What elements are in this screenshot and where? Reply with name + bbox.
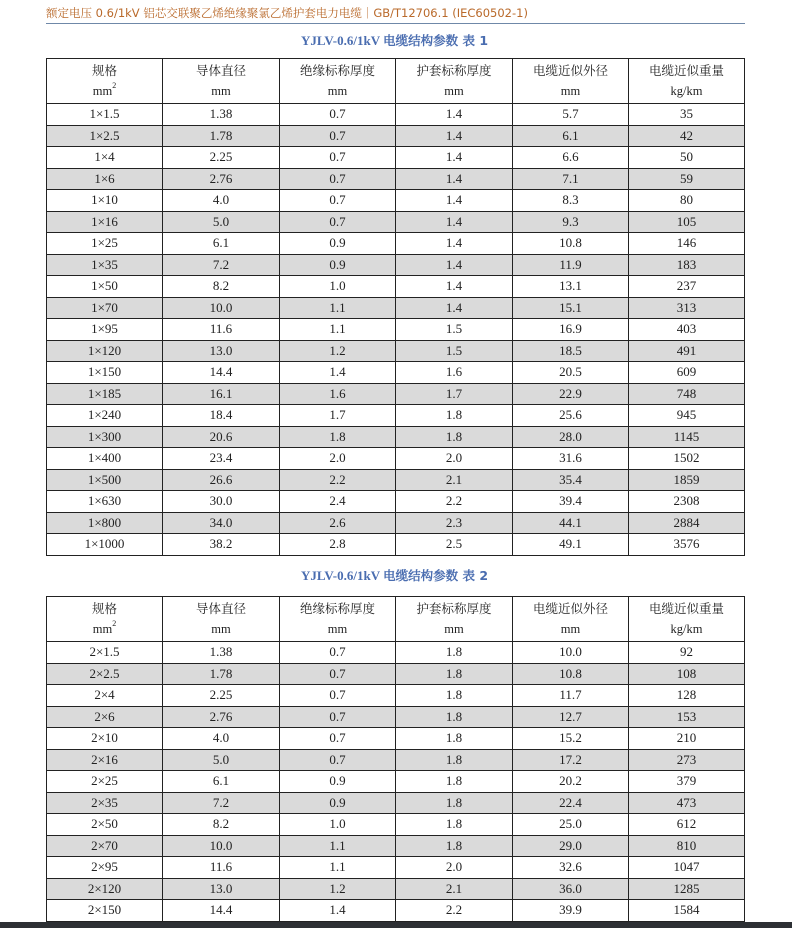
table-cell: 29.0	[513, 835, 629, 857]
table-cell: 1.38	[163, 104, 280, 126]
table-cell: 1.8	[396, 663, 513, 685]
table-cell: 1×1000	[47, 534, 163, 556]
table-cell: 7.1	[513, 168, 629, 190]
table-cell: 128	[629, 685, 745, 707]
table-cell: 146	[629, 233, 745, 255]
table-cell: 1.8	[396, 835, 513, 857]
unit-superscript: 2	[112, 81, 117, 90]
table-cell: 1×150	[47, 362, 163, 384]
table-cell: 8.2	[163, 814, 280, 836]
table-cell: 0.7	[280, 642, 396, 664]
column-header-name: 护套标称厚度	[416, 601, 492, 616]
table-cell: 1.4	[396, 190, 513, 212]
table-row	[47, 771, 745, 793]
table-cell: 92	[629, 642, 745, 664]
table-cell: 1.2	[280, 878, 396, 900]
column-header-name: 电缆近似重量	[648, 601, 724, 616]
table-cell: 10.8	[513, 233, 629, 255]
table-cell: 1.4	[396, 276, 513, 298]
table-cell: 8.3	[513, 190, 629, 212]
table-cell: 0.7	[280, 749, 396, 771]
table-cell: 20.5	[513, 362, 629, 384]
table-cell: 6.6	[513, 147, 629, 169]
table-cell: 6.1	[513, 125, 629, 147]
table-cell: 403	[629, 319, 745, 341]
table-cell: 2.2	[280, 469, 396, 491]
table-cell: 1×4	[47, 147, 163, 169]
table-cell: 0.7	[280, 104, 396, 126]
table-cell: 39.9	[513, 900, 629, 922]
table-cell: 9.3	[513, 211, 629, 233]
table-cell: 1.0	[280, 276, 396, 298]
table-cell: 28.0	[513, 426, 629, 448]
column-header	[629, 597, 745, 642]
table-cell: 1×16	[47, 211, 163, 233]
table-cell: 237	[629, 276, 745, 298]
table-row	[47, 814, 745, 836]
table-cell: 1.8	[280, 426, 396, 448]
table-cell: 1.8	[396, 685, 513, 707]
table-cell: 1.8	[396, 728, 513, 750]
table-cell: 2.2	[396, 900, 513, 922]
table-cell: 1859	[629, 469, 745, 491]
table-cell: 1.4	[396, 147, 513, 169]
column-header-name: 电缆近似外径	[532, 601, 608, 616]
table-cell: 2.6	[280, 512, 396, 534]
table-cell: 0.9	[280, 233, 396, 255]
table-cell: 1.7	[280, 405, 396, 427]
unit-text: mm	[444, 622, 464, 636]
table-cell: 11.6	[163, 857, 280, 879]
table-cell: 7.2	[163, 254, 280, 276]
table-cell: 105	[629, 211, 745, 233]
table-cell: 183	[629, 254, 745, 276]
table-cell: 0.7	[280, 685, 396, 707]
column-header-name: 导体直径	[195, 63, 246, 78]
table-cell: 44.1	[513, 512, 629, 534]
table-cell: 36.0	[513, 878, 629, 900]
table-cell: 23.4	[163, 448, 280, 470]
table-cell: 18.5	[513, 340, 629, 362]
table-cell: 1×120	[47, 340, 163, 362]
table-row	[47, 835, 745, 857]
table-cell: 49.1	[513, 534, 629, 556]
table-cell: 1.8	[396, 642, 513, 664]
table-cell: 39.4	[513, 491, 629, 513]
table-cell: 1.4	[396, 125, 513, 147]
table-cell: 4.0	[163, 728, 280, 750]
table-cell: 1.1	[280, 835, 396, 857]
table-cell: 18.4	[163, 405, 280, 427]
column-header-name: 规格	[91, 63, 117, 78]
column-header-unit	[163, 619, 279, 639]
table-cell: 2×10	[47, 728, 163, 750]
table-cell: 26.6	[163, 469, 280, 491]
table-cell: 15.2	[513, 728, 629, 750]
table-cell: 2.5	[396, 534, 513, 556]
table-row	[47, 728, 745, 750]
table-row	[47, 900, 745, 922]
unit-text: kg/km	[670, 622, 703, 636]
table-cell: 473	[629, 792, 745, 814]
table-cell: 1×500	[47, 469, 163, 491]
table-cell: 1.8	[396, 749, 513, 771]
table-cell: 1×240	[47, 405, 163, 427]
unit-text: mm	[211, 622, 231, 636]
table-cell: 0.9	[280, 771, 396, 793]
table-cell: 2.2	[396, 491, 513, 513]
table-cell: 945	[629, 405, 745, 427]
table-cell: 1.4	[396, 104, 513, 126]
table-cell: 13.0	[163, 340, 280, 362]
table-cell: 1.4	[280, 362, 396, 384]
table-cell: 10.0	[163, 297, 280, 319]
table-row	[47, 857, 745, 879]
table-cell: 1.8	[396, 792, 513, 814]
table-cell: 1×630	[47, 491, 163, 513]
table-cell: 20.2	[513, 771, 629, 793]
table-cell: 2884	[629, 512, 745, 534]
bottom-bar	[0, 922, 792, 928]
table-cell: 1×185	[47, 383, 163, 405]
table-cell: 2×25	[47, 771, 163, 793]
table-cell: 748	[629, 383, 745, 405]
table-cell: 7.2	[163, 792, 280, 814]
table-cell: 1×6	[47, 168, 163, 190]
table-cell: 8.2	[163, 276, 280, 298]
table-cell: 3576	[629, 534, 745, 556]
column-header-name: 绝缘标称厚度	[299, 63, 375, 78]
table-cell: 2.4	[280, 491, 396, 513]
unit-text: kg/km	[670, 84, 703, 98]
table-cell: 11.7	[513, 685, 629, 707]
table-cell: 0.7	[280, 728, 396, 750]
table-cell: 0.7	[280, 706, 396, 728]
table-cell: 0.9	[280, 254, 396, 276]
table-cell: 1.2	[280, 340, 396, 362]
table-body	[47, 642, 745, 923]
table-cell: 1145	[629, 426, 745, 448]
table-cell: 2.8	[280, 534, 396, 556]
table-cell: 2.76	[163, 168, 280, 190]
table-cell: 2×6	[47, 706, 163, 728]
column-header	[280, 597, 396, 642]
table-cell: 2×1.5	[47, 642, 163, 664]
table-cell: 1047	[629, 857, 745, 879]
table-cell: 1502	[629, 448, 745, 470]
unit-text: mm	[92, 622, 113, 636]
table-cell: 2308	[629, 491, 745, 513]
table-cell: 1.0	[280, 814, 396, 836]
table-cell: 491	[629, 340, 745, 362]
table-cell: 0.7	[280, 663, 396, 685]
table-cell: 1.4	[280, 900, 396, 922]
table-row	[47, 642, 745, 664]
table-cell: 0.7	[280, 168, 396, 190]
table-cell: 30.0	[163, 491, 280, 513]
table-cell: 1.5	[396, 319, 513, 341]
table-cell: 2×2.5	[47, 663, 163, 685]
table-cell: 1.4	[396, 211, 513, 233]
page-header-text: 额定电压 0.6/1kV 铝芯交联聚乙烯绝缘聚氯乙烯护套电力电缆｜GB/T12706.1 (IEC60502-1)	[46, 6, 528, 20]
table-cell: 22.4	[513, 792, 629, 814]
table-cell: 2.0	[396, 857, 513, 879]
table-row	[47, 749, 745, 771]
table-cell: 34.0	[163, 512, 280, 534]
table-2-title-cn: 电缆结构参数 表 2	[383, 568, 489, 583]
table-cell: 210	[629, 728, 745, 750]
table-cell: 11.9	[513, 254, 629, 276]
table-cell: 13.1	[513, 276, 629, 298]
table-cell: 35.4	[513, 469, 629, 491]
table-header-row	[47, 597, 745, 642]
table-cell: 38.2	[163, 534, 280, 556]
table-cell: 16.9	[513, 319, 629, 341]
column-header	[163, 597, 280, 642]
unit-superscript: 2	[112, 619, 117, 628]
table-cell: 1×70	[47, 297, 163, 319]
table-cell: 273	[629, 749, 745, 771]
table-cell: 2×95	[47, 857, 163, 879]
column-header-name: 电缆近似重量	[648, 63, 724, 78]
table-cell: 2.25	[163, 147, 280, 169]
unit-text: mm	[327, 622, 348, 636]
table-cell: 108	[629, 663, 745, 685]
column-header-unit	[513, 619, 628, 639]
table-cell: 2.0	[396, 448, 513, 470]
table-cell: 1.7	[396, 383, 513, 405]
table-row	[47, 706, 745, 728]
table-cell: 1×50	[47, 276, 163, 298]
table-cell: 4.0	[163, 190, 280, 212]
table-cell: 2×50	[47, 814, 163, 836]
unit-text: mm	[327, 84, 348, 98]
table-cell: 0.7	[280, 190, 396, 212]
table-cell: 25.0	[513, 814, 629, 836]
table-cell: 2×120	[47, 878, 163, 900]
table-cell: 5.0	[163, 749, 280, 771]
table-cell: 2×16	[47, 749, 163, 771]
table-cell: 1×25	[47, 233, 163, 255]
table-cell: 2.0	[280, 448, 396, 470]
unit-text: mm	[211, 84, 231, 98]
table-cell: 1×2.5	[47, 125, 163, 147]
table-cell: 6.1	[163, 771, 280, 793]
table-cell: 1×300	[47, 426, 163, 448]
table-cell: 1×95	[47, 319, 163, 341]
table-cell: 1.1	[280, 319, 396, 341]
table-cell: 0.7	[280, 211, 396, 233]
table-cell: 1.4	[396, 297, 513, 319]
table-cell: 1.4	[396, 168, 513, 190]
table-cell: 80	[629, 190, 745, 212]
table-cell: 0.7	[280, 147, 396, 169]
table-cell: 5.7	[513, 104, 629, 126]
table-cell: 11.6	[163, 319, 280, 341]
table-2-title	[46, 568, 743, 584]
table-cell: 20.6	[163, 426, 280, 448]
table-cell: 15.1	[513, 297, 629, 319]
table-row	[47, 792, 745, 814]
table-cell: 35	[629, 104, 745, 126]
table-cell: 1.78	[163, 663, 280, 685]
table-cell: 1.4	[396, 254, 513, 276]
table-cell: 1.1	[280, 297, 396, 319]
column-header	[513, 597, 629, 642]
table-cell: 2.76	[163, 706, 280, 728]
column-header-unit	[280, 619, 395, 639]
column-header-name: 导体直径	[195, 601, 246, 616]
unit-text: mm	[92, 84, 113, 98]
table-cell: 2×70	[47, 835, 163, 857]
table-cell: 0.7	[280, 125, 396, 147]
table-cell: 2×150	[47, 900, 163, 922]
table-cell: 2×4	[47, 685, 163, 707]
table-cell: 10.8	[513, 663, 629, 685]
table-cell: 59	[629, 168, 745, 190]
column-header-unit	[396, 619, 512, 639]
table-cell: 1×800	[47, 512, 163, 534]
table-cell: 31.6	[513, 448, 629, 470]
table-cell: 2.25	[163, 685, 280, 707]
table-1-title-en: YJLV-0.6/1kV	[300, 33, 380, 48]
table-cell: 2.3	[396, 512, 513, 534]
table-cell: 10.0	[163, 835, 280, 857]
table-cell: 14.4	[163, 900, 280, 922]
table-cell: 1.8	[396, 814, 513, 836]
column-header	[47, 597, 163, 642]
table-cell: 17.2	[513, 749, 629, 771]
table-cell: 10.0	[513, 642, 629, 664]
column-header-name: 护套标称厚度	[416, 63, 492, 78]
table-cell: 1285	[629, 878, 745, 900]
table-cell: 1×400	[47, 448, 163, 470]
table-cell: 6.1	[163, 233, 280, 255]
table-cell: 1.38	[163, 642, 280, 664]
table-cell: 1.4	[396, 233, 513, 255]
unit-text: mm	[444, 84, 464, 98]
unit-text: mm	[560, 622, 581, 636]
table-cell: 25.6	[513, 405, 629, 427]
column-header-name: 绝缘标称厚度	[299, 601, 375, 616]
table-cell: 609	[629, 362, 745, 384]
table-cell: 14.4	[163, 362, 280, 384]
column-header-name: 电缆近似外径	[532, 63, 608, 78]
table-cell: 379	[629, 771, 745, 793]
table-cell: 12.7	[513, 706, 629, 728]
table-cell: 22.9	[513, 383, 629, 405]
column-header-name: 规格	[91, 601, 117, 616]
table-cell: 612	[629, 814, 745, 836]
table-row	[47, 685, 745, 707]
table-cell: 16.1	[163, 383, 280, 405]
table-row	[47, 663, 745, 685]
table-cell: 2.1	[396, 878, 513, 900]
table-row	[47, 878, 745, 900]
table-cell: 5.0	[163, 211, 280, 233]
table-cell: 810	[629, 835, 745, 857]
table-cell: 2.1	[396, 469, 513, 491]
table-cell: 1.8	[396, 706, 513, 728]
table-cell: 313	[629, 297, 745, 319]
table-cell: 0.9	[280, 792, 396, 814]
table-cell: 1×1.5	[47, 104, 163, 126]
table-cell: 1.1	[280, 857, 396, 879]
table-cell: 1.6	[396, 362, 513, 384]
table-cell: 2×35	[47, 792, 163, 814]
table-cell: 32.6	[513, 857, 629, 879]
column-header	[396, 597, 513, 642]
table-cell: 1×35	[47, 254, 163, 276]
table-2-title-en: YJLV-0.6/1kV	[300, 568, 380, 583]
table-cell: 1.8	[396, 426, 513, 448]
table-cell: 1.78	[163, 125, 280, 147]
table-cell: 13.0	[163, 878, 280, 900]
unit-text: mm	[560, 84, 581, 98]
table-cell: 1.6	[280, 383, 396, 405]
table-cell: 1584	[629, 900, 745, 922]
table-cell: 1.8	[396, 771, 513, 793]
table-cell: 50	[629, 147, 745, 169]
table-cell: 1.5	[396, 340, 513, 362]
table-cell: 153	[629, 706, 745, 728]
column-header-unit	[629, 619, 744, 639]
column-header-unit	[47, 619, 162, 639]
table-cell: 42	[629, 125, 745, 147]
table-cell: 1×10	[47, 190, 163, 212]
table-1-title-cn: 电缆结构参数 表 1	[383, 33, 489, 48]
table-cell: 1.8	[396, 405, 513, 427]
spec-table-2	[46, 596, 745, 922]
